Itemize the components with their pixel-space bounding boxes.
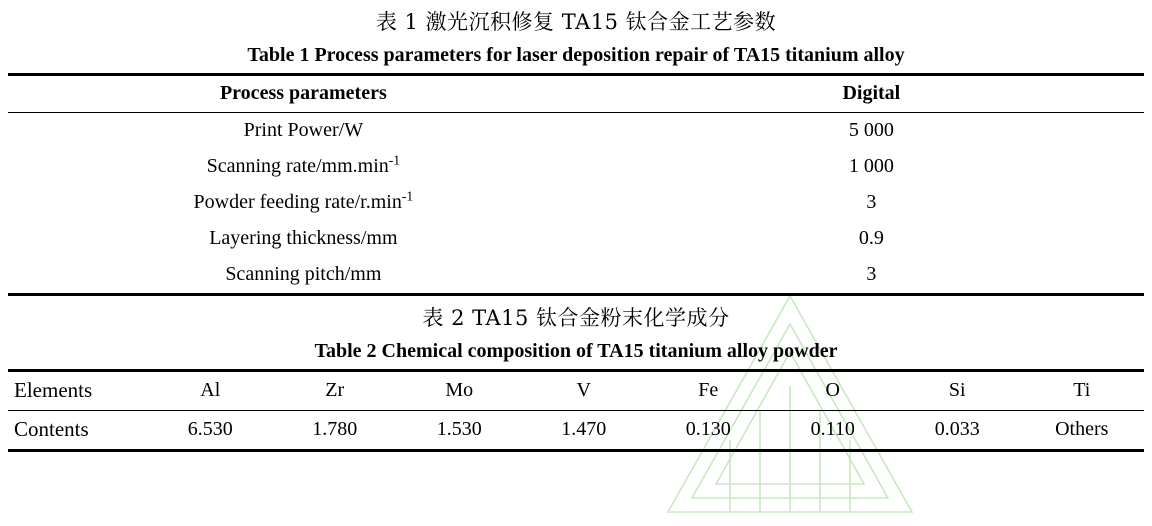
- table2-content-cell: 1.780: [312, 418, 358, 440]
- table1-parameter-exponent: -1: [388, 152, 401, 168]
- table-chemical-composition: [8, 369, 1144, 452]
- table2-element-cell: O: [825, 379, 840, 401]
- table1-caption-english: Table 1 Process parameters for laser deposition repair of TA15 titanium alloy: [247, 44, 905, 66]
- table-row: [8, 113, 1144, 150]
- table-row: [8, 257, 1144, 295]
- table1-cell-value: 3: [866, 263, 877, 285]
- table2-element-cell: Ti: [1073, 379, 1091, 401]
- table2-element-cell: Si: [948, 379, 966, 401]
- table1-cell-value: 5 000: [848, 119, 894, 141]
- table-row: [8, 149, 1144, 185]
- table1-cell-parameter: Layering thickness/mm: [209, 227, 398, 249]
- table-row: [8, 221, 1144, 257]
- table1-parameter-text: Scanning rate/mm.min: [206, 155, 389, 177]
- table1-cell-parameter: [8, 185, 599, 221]
- table1-cell-parameter: Scanning pitch/mm: [225, 263, 382, 285]
- table2-row-label-elements: Elements: [14, 378, 93, 402]
- table1-cell-value: 0.9: [858, 227, 884, 249]
- table-process-parameters: [8, 73, 1144, 296]
- table2-element-cell: Mo: [445, 379, 474, 401]
- table2-content-cell: 1.470: [561, 418, 607, 440]
- table2-content-cell: 0.033: [934, 418, 980, 440]
- table2-row-label-contents: Contents: [14, 417, 89, 441]
- table1-cell-parameter: [8, 149, 599, 185]
- table2-contents-row: [8, 411, 1144, 451]
- table2-content-cell: 1.530: [436, 418, 482, 440]
- table2-content-cell: 6.530: [187, 418, 233, 440]
- table1-cell-value: 1 000: [848, 155, 894, 177]
- table1-header-parameters: Process parameters: [219, 82, 387, 104]
- table-row: [8, 185, 1144, 221]
- table1-cell-parameter: Print Power/W: [243, 119, 364, 141]
- table2-content-cell: 0.110: [810, 418, 855, 440]
- table1-parameter-text: Powder feeding rate/r.min: [193, 191, 402, 213]
- table1-parameter-exponent: -1: [401, 188, 414, 204]
- table2-element-cell: Al: [200, 379, 221, 401]
- table2-content-cell: 0.130: [685, 418, 731, 440]
- table2-element-cell: V: [576, 379, 591, 401]
- table2-content-cell: Others: [1055, 418, 1109, 440]
- table2-element-cell: Zr: [325, 379, 345, 401]
- table1-header-digital: Digital: [842, 82, 901, 104]
- table1-cell-value: 3: [866, 191, 877, 213]
- table2-elements-row: [8, 371, 1144, 411]
- table1-caption-chinese: 表 1 激光沉积修复 TA15 钛合金工艺参数: [375, 10, 777, 34]
- table2-caption-chinese: 表 2 TA15 钛合金粉末化学成分: [422, 306, 730, 330]
- table2-element-cell: Fe: [698, 379, 719, 401]
- table2-caption-english: Table 2 Chemical composition of TA15 titanium alloy powder: [314, 340, 838, 362]
- table1-header-row: [8, 75, 1144, 113]
